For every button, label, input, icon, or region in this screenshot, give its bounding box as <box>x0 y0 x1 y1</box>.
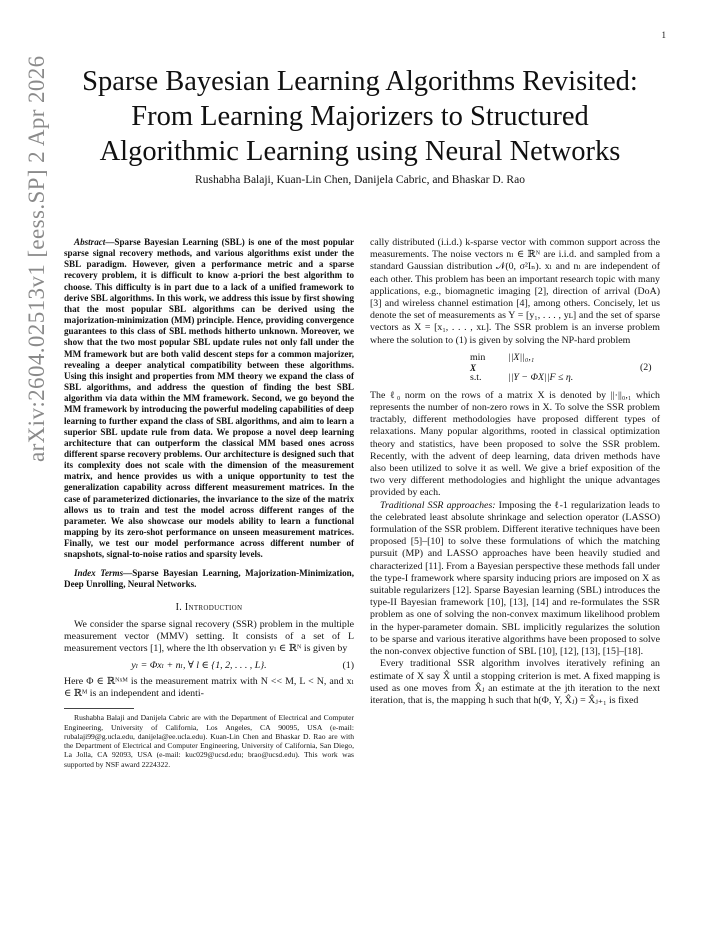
footnote-divider <box>64 708 134 709</box>
index-terms-text: —Sparse Bayesian Learning, Majorization-Minimization, Deep Unrolling, Neural Networks. <box>64 567 354 589</box>
equation-2-min: min X <box>470 351 486 373</box>
abstract-label: Abstract <box>74 237 106 247</box>
intro-paragraph-2: Here Φ ∈ ℝᴺˣᴹ is the measurement matrix with N << M, L < N, and xₗ ∈ ℝᴹ is an independent and identi- <box>64 675 354 700</box>
left-column <box>64 237 354 769</box>
equation-2-number: (2) <box>640 361 652 373</box>
index-terms <box>64 568 354 590</box>
paper-title <box>40 64 680 169</box>
right-paragraph-1: cally distributed (i.i.d.) k-sparse vector with common support across the measurements. The noise vectors nₗ ∈ ℝᴺ are i.i.d. and sampled from a standard Gaussian distribution 𝒩(0, σ²Iₙ). xₗ and nₗ are independent of each other. This problem has been an important research topic with many applications, e.g., biomagnetic imaging [2], direction of arrival (DoA) [3] and wireless channel estimation [4], among others. Concisely, let us denote the set of measurements as Y = [y₁, . . . , yʟ] and the set of sparse vectors as X = [x₁, . . . , xʟ]. The SSR problem is an inverse problem where the solution to (1) is given by solving the NP-hard problem <box>370 237 660 346</box>
section-title: Introduction <box>184 601 243 613</box>
equation-1-number: (1) <box>342 659 354 671</box>
equation-2-objective: ||X||₀,₁ <box>508 351 535 363</box>
traditional-approaches-text: Imposing the ℓ-1 regularization leads to the celebrated least absolute shrinkage and selection operator (LASSO) formulation of the SSR problem. Different iterative techniques have been proposed [5]–[10] to solve these formulations of which the matching pursuit (MP) and LASSO approaches have been heavily studied and characterized [11]. From a Bayesian perspective these methods fall under the type-I framework where sparsity inducing priors are imposed on X as suitable regularizers [12]. Sparse Bayesian learning (SBL) introduces the type-II Bayesian framework [10], [13], [14] and re-formulates the SSR problem as one of solving the non-convex maximum likelihood problem in the hyper-parameter domain. SBL implicitly regularizes the solution to be sparse and various iterative algorithms have been proposed to solve the non-convex objective function of SBL [10], [12], [13], [15]–[18]. <box>370 499 660 658</box>
equation-1 <box>64 660 354 672</box>
index-terms-label: Index Terms <box>74 567 124 578</box>
title-line-1: Sparse Bayesian Learning Algorithms Revisited: <box>82 66 638 97</box>
equation-2-st: s.t. <box>470 371 482 383</box>
abstract-text: —Sparse Bayesian Learning (SBL) is one of the most popular sparse signal recovery methods, and various algorithms exist under the SBL paradigm. However, given a performance metric and a sparse recovery problem, it is difficult to know a-priori the best algorithm to choose. This difficulty is in part due to a lack of a unified framework to derive SBL algorithms. In this work, we address this issue by first showing that the most popular SBL algorithms can be derived using the majorization-minimization (MM) principle. Hence, providing convergence guarantees to this class of SBL methods hitherto unknown. Moreover, we show that the two most popular SBL update rules not only fall under the MM framework but are both valid descent steps for a common majorizer, revealing a deeper analytical compatibility between these algorithms. Using this insight and properties from MM theory we expand the class of SBL algorithms, and address the question of finding the best SBL algorithm via data within the MM framework. Second, we go beyond the MM framework by introducing the powerful modeling capabilities of deep learning to further expand the class of SBL algorithms, and aim to learn a superior SBL update rule from data. We propose a novel deep learning architecture that can outperform the classical MM based ones across different sparse recovery problems. Our architecture is designed such that its complexity does not scale with the dimension of the measurement matrix, and hence provides us with a unique opportunity to test the generalization capability across different measurement matrices. In the case of parameterized dictionaries, the invariance to the size of the matrix allows us to train and test the model across different ranges of the parameter. We also showcase our models ability to learn a functional mapping by its zero-shot performance on unseen measurement matrices. Finally, we test our model performance across different number of snapshots, signal-to-noise ratios and sparsity levels. <box>64 237 354 560</box>
equation-2-constraint: ||Y − ΦX||F ≤ η. <box>508 371 574 383</box>
title-line-3: Algorithmic Learning using Neural Networks <box>99 136 621 167</box>
traditional-approaches-heading: Traditional SSR approaches: <box>380 499 496 511</box>
intro-paragraph-1: We consider the sparse signal recovery (SSR) problem in the multiple measurement vector (MMV) setting. It consists of a set of L measurement vectors [1], where the lth observation yₗ ∈ ℝᴺ is given by <box>64 619 354 655</box>
right-paragraph-2: The ℓ₀ norm on the rows of a matrix X is denoted by ||·||₀,₁ which represents the number of non-zero rows in X. To solve the SSR problem tractably, different methodologies have proposed different types of relaxations. Many popular algorithms, rooted in classical optimization theory and statistics, have been proposed to solve the SSR problem. Recently, with the advent of deep learning, data driven methods have also been utilized to solve it as well. We give a brief exposition of the two very different methodologies and highlight the unique advantages provided by each. <box>370 389 660 499</box>
page-number: 1 <box>661 30 666 40</box>
author-footnote: Rushabha Balaji and Danijela Cabric are with the Department of Electrical and Computer Engineering, University of California, Los Angeles, CA 90095, USA (e-mail: rubalaji99@g.ucla.edu, danijela@ee.ucla.edu). Kuan-Lin Chen and Bhaskar D. Rao are with the Department of Electrical and Computer Engineering, University of California, San Diego, La Jolla, CA 92093, USA (e-mail: kuc029@ucsd.edu; brao@ucsd.edu). This work was supported by NSF award 2224322. <box>64 713 354 769</box>
section-heading <box>64 602 354 614</box>
right-paragraph-4: Every traditional SSR algorithm involves iteratively refining an estimate of X say X̂ until a stopping criterion is met. A fixed mapping is used as one moves from X̂ⱼ an estimate at the jth iteration to the next iteration, that is, the mapping h such that h(Φ, Y, X̂ⱼ) = X̂ⱼ₊₁ is fixed <box>370 658 660 706</box>
equation-1-body: yₗ = Φxₗ + nₗ, ∀ l ∈ {1, 2, . . . , L}. <box>131 659 267 671</box>
right-column <box>370 237 660 707</box>
arxiv-stamp: arXiv:2604.02513v1 [eess.SP] 2 Apr 2026 <box>24 55 49 462</box>
equation-2 <box>470 352 660 384</box>
right-paragraph-3 <box>370 500 660 659</box>
author-list: Rushabha Balaji, Kuan-Lin Chen, Danijela Cabric, and Bhaskar D. Rao <box>195 174 525 186</box>
title-line-2: From Learning Majorizers to Structured <box>131 101 589 132</box>
abstract <box>64 237 354 561</box>
section-numeral: I. <box>175 601 185 613</box>
